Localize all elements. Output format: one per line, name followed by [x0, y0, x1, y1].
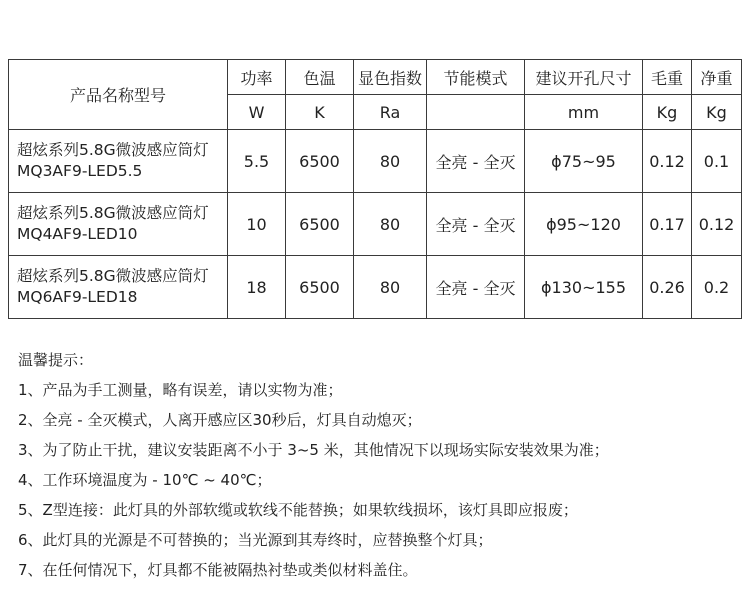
- cutout-cell: ϕ130~155: [525, 256, 643, 319]
- note-item: 3、为了防止干扰，建议安装距离不小于 3~5 米，其他情况下以现场实际安装效果为准；: [18, 441, 609, 459]
- gross-weight-cell: 0.12: [643, 130, 692, 193]
- note-item: 1、产品为手工测量，略有误差，请以实物为准；: [18, 381, 343, 399]
- power-cell: 5.5: [228, 130, 286, 193]
- note-item: 5、Z型连接：此灯具的外部软缆或软线不能替换；如果软线损坏，该灯具即应报废；: [18, 501, 578, 519]
- power-cell: 18: [228, 256, 286, 319]
- unit-mode: [427, 95, 525, 130]
- cri-cell: 80: [354, 130, 427, 193]
- header-cri: 显色指数: [354, 60, 427, 95]
- header-cct: 色温: [286, 60, 354, 95]
- unit-cutout: mm: [525, 95, 643, 130]
- cutout-cell: ϕ95~120: [525, 193, 643, 256]
- unit-power: W: [228, 95, 286, 130]
- product-model: MQ4AF9-LED10: [17, 225, 138, 243]
- header-cutout: 建议开孔尺寸: [525, 60, 643, 95]
- notes-title: 温馨提示：: [18, 351, 94, 369]
- header-net: 净重: [692, 60, 742, 95]
- product-series: 超炫系列5.8G微波感应筒灯: [17, 267, 209, 285]
- unit-net: Kg: [692, 95, 742, 130]
- header-gross: 毛重: [643, 60, 692, 95]
- table-row: [9, 130, 742, 193]
- gross-weight-cell: 0.17: [643, 193, 692, 256]
- product-series: 超炫系列5.8G微波感应筒灯: [17, 141, 209, 159]
- unit-cri: Ra: [354, 95, 427, 130]
- table-row: [9, 256, 742, 319]
- unit-cct: K: [286, 95, 354, 130]
- mode-cell: 全亮 - 全灭: [427, 130, 525, 193]
- product-name-cell: [9, 193, 228, 256]
- cct-cell: 6500: [286, 193, 354, 256]
- note-item: 2、全亮 - 全灭模式，人离开感应区30秒后，灯具自动熄灭；: [18, 411, 422, 429]
- unit-gross: Kg: [643, 95, 692, 130]
- cct-cell: 6500: [286, 256, 354, 319]
- cri-cell: 80: [354, 193, 427, 256]
- net-weight-cell: 0.2: [692, 256, 742, 319]
- header-name: 产品名称型号: [9, 60, 228, 130]
- power-cell: 10: [228, 193, 286, 256]
- gross-weight-cell: 0.26: [643, 256, 692, 319]
- spec-table: [8, 59, 742, 319]
- cutout-cell: ϕ75~95: [525, 130, 643, 193]
- header-mode: 节能模式: [427, 60, 525, 95]
- cct-cell: 6500: [286, 130, 354, 193]
- table-row: [9, 193, 742, 256]
- note-item: 4、工作环境温度为 - 10℃ ~ 40℃；: [18, 471, 272, 489]
- product-name-cell: [9, 256, 228, 319]
- header-row: [9, 60, 742, 95]
- product-series: 超炫系列5.8G微波感应筒灯: [17, 204, 209, 222]
- net-weight-cell: 0.12: [692, 193, 742, 256]
- product-model: MQ3AF9-LED5.5: [17, 162, 143, 180]
- product-name-cell: [9, 130, 228, 193]
- product-model: MQ6AF9-LED18: [17, 288, 138, 306]
- mode-cell: 全亮 - 全灭: [427, 256, 525, 319]
- net-weight-cell: 0.1: [692, 130, 742, 193]
- note-item: 7、在任何情况下，灯具都不能被隔热衬垫或类似材料盖住。: [18, 561, 418, 579]
- header-power: 功率: [228, 60, 286, 95]
- cri-cell: 80: [354, 256, 427, 319]
- notes-section: [18, 345, 743, 585]
- note-item: 6、此灯具的光源是不可替换的；当光源到其寿终时，应替换整个灯具；: [18, 531, 493, 549]
- mode-cell: 全亮 - 全灭: [427, 193, 525, 256]
